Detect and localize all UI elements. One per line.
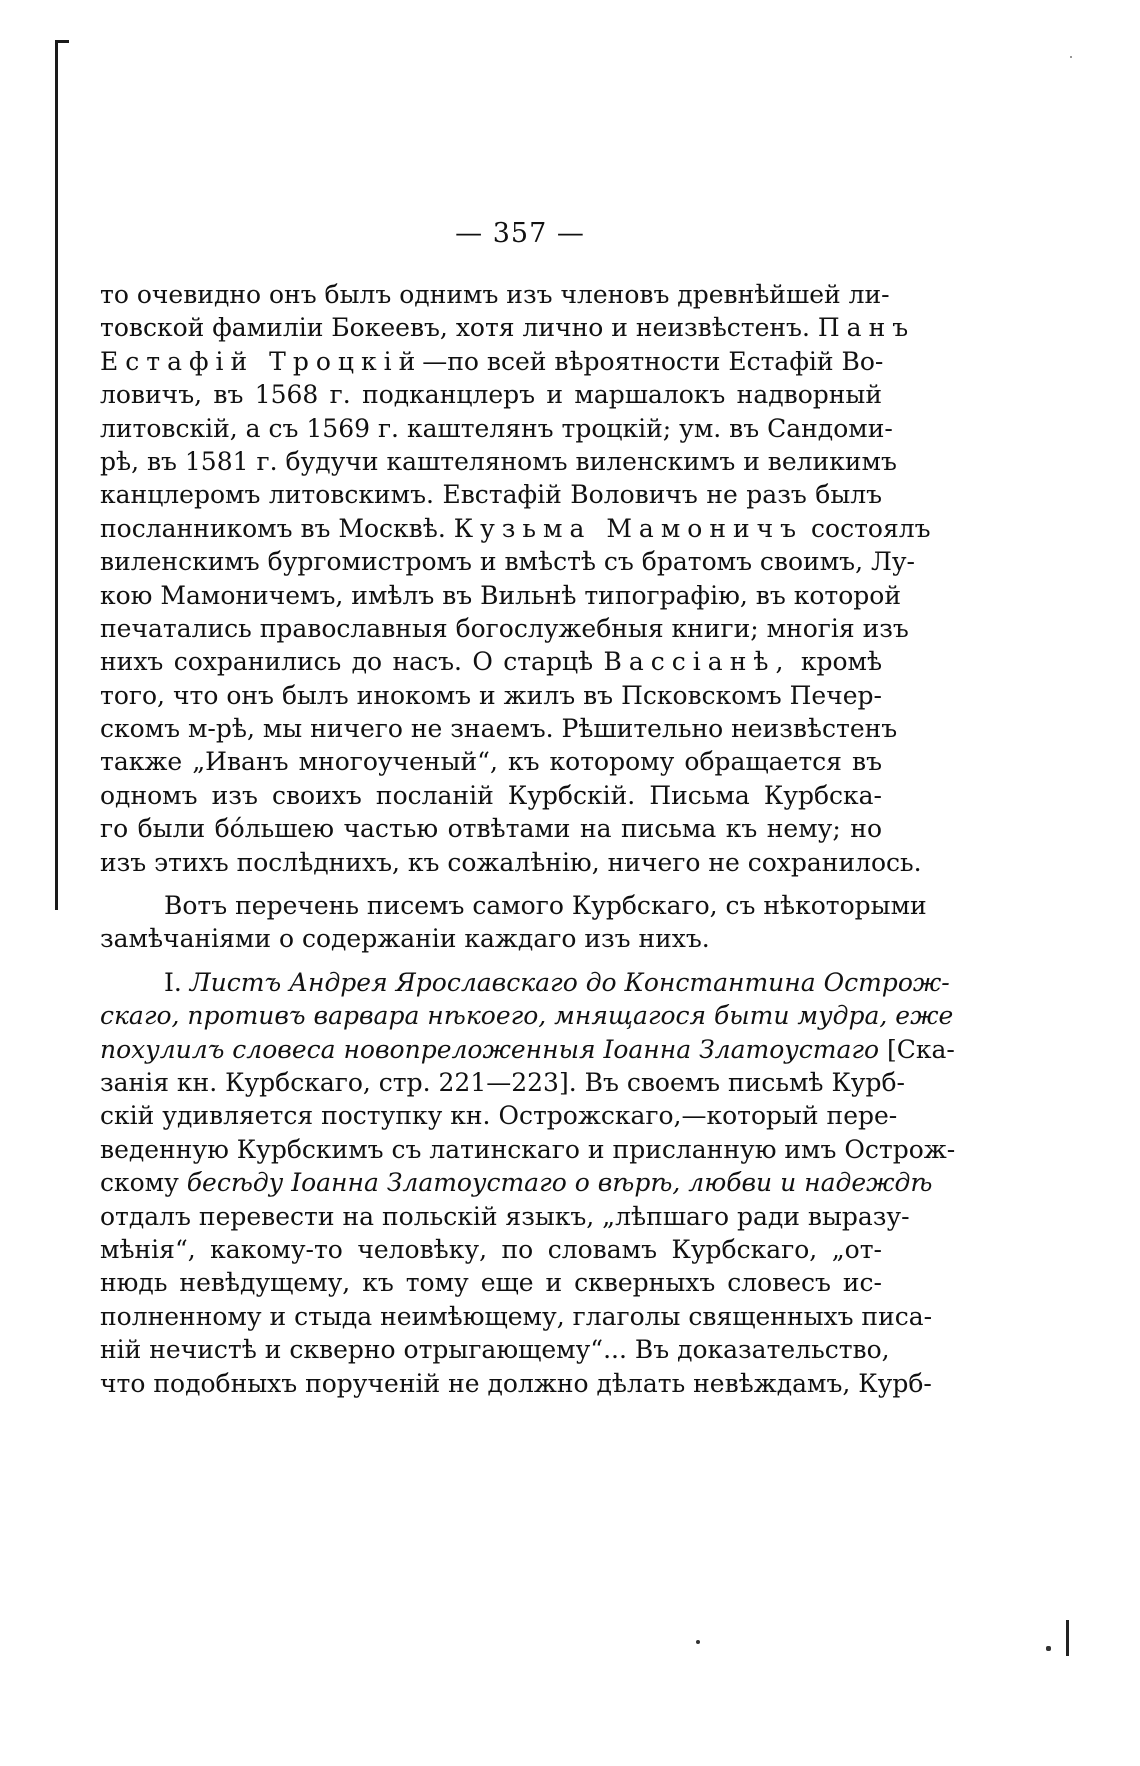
text-line: нихъ сохранились до насъ. О старцѣ Вассіанѣ, кромѣ: [100, 647, 883, 677]
text-line: отдалъ перевести на польскій языкъ, „лѣпшаго ради выразу-: [100, 1201, 910, 1231]
text-line: скаго, противъ варвара нѣкоего, мнящагося быти мудра, еже: [100, 1001, 954, 1031]
scan-speck: [696, 1640, 700, 1644]
scan-speck: [1046, 1646, 1051, 1651]
paragraph-1: [100, 278, 931, 879]
text-line: мѣнія“, какому-то человѣку, по словамъ Курбскаго, „от-: [100, 1234, 882, 1264]
text-line: ловичъ, въ 1568 г. подканцлеръ и маршалокъ надворный: [100, 380, 882, 410]
text-line: I. Листъ Андрея Ярославскаго до Константина Острож-: [164, 967, 950, 997]
page-number: — 357 —: [455, 218, 585, 249]
text-line: кою Мамоничемъ, имѣлъ въ Вильнѣ типографію, въ которой: [100, 580, 901, 610]
text-line: нюдь невѣдущему, къ тому еще и скверныхъ словесъ ис-: [100, 1268, 882, 1298]
text-line: ній нечистѣ и скверно отрыгающему“... Въ доказательство,: [100, 1335, 890, 1365]
scan-edge-mark: [1066, 1620, 1069, 1656]
text-line: посланникомъ въ Москвѣ. Кузьма Мамоничъ состоялъ: [100, 513, 931, 543]
text-line: замѣчаніями о содержаніи каждаго изъ нихъ.: [100, 924, 710, 954]
text-line: скому бесѣду Іоанна Златоустаго о вѣрѣ, любви и надеждѣ: [100, 1168, 933, 1198]
paragraph-3: [100, 966, 956, 1400]
scan-speck: [1070, 56, 1072, 58]
text-line: то очевидно онъ былъ однимъ изъ членовъ древнѣйшей ли-: [100, 280, 890, 309]
text-line: одномъ изъ своихъ посланій Курбскій. Письма Курбска-: [100, 780, 882, 810]
text-line: литовскій, а съ 1569 г. каштелянъ троцкій; ум. въ Сандоми-: [100, 413, 893, 443]
text-line: товской фамиліи Бокеевъ, хотя лично и неизвѣстенъ. Панъ: [100, 313, 916, 343]
page-body: [100, 278, 956, 1400]
text-line: рѣ, въ 1581 г. будучи каштеляномъ виленскимъ и великимъ: [100, 446, 897, 476]
scan-edge-mark: [55, 40, 58, 910]
text-line: Естафій Троцкій—по всей вѣроятности Естафій Во-: [100, 346, 884, 376]
text-line: канцлеромъ литовскимъ. Евстафій Воловичъ не разъ былъ: [100, 480, 882, 510]
text-line: скій удивляется поступку кн. Острожскаго,—который пере-: [100, 1101, 898, 1131]
text-line: го были бо́льшею частью отвѣтами на письма къ нему; но: [100, 814, 882, 844]
text-line: веденную Курбскимъ съ латинскаго и присланную имъ Острож-: [100, 1134, 956, 1164]
text-line: занія кн. Курбскаго, стр. 221—223]. Въ своемъ письмѣ Курб-: [100, 1067, 906, 1097]
text-line: печатались православныя богослужебныя книги; многія изъ: [100, 613, 909, 643]
text-line: того, что онъ былъ инокомъ и жилъ въ Псковскомъ Печер-: [100, 680, 882, 710]
text-line: также „Иванъ многоученый“, къ которому обращается въ: [100, 747, 882, 777]
text-line: полненному и стыда неимѣющему, глаголы священныхъ писа-: [100, 1301, 933, 1331]
paragraph-2: [100, 889, 927, 956]
text-line: похулилъ словеса новопреложенныя Іоанна Златоустаго [Ска-: [100, 1034, 955, 1064]
text-line: виленскимъ бургомистромъ и вмѣстѣ съ братомъ своимъ, Лу-: [100, 547, 915, 577]
text-line: Вотъ перечень писемъ самого Курбскаго, съ нѣкоторыми: [164, 891, 927, 921]
text-line: изъ этихъ послѣднихъ, къ сожалѣнію, ничего не сохранилось.: [100, 847, 922, 877]
text-line: что подобныхъ порученій не должно дѣлать невѣждамъ, Курб-: [100, 1368, 932, 1398]
text-line: скомъ м-рѣ, мы ничего не знаемъ. Рѣшительно неизвѣстенъ: [100, 714, 898, 744]
